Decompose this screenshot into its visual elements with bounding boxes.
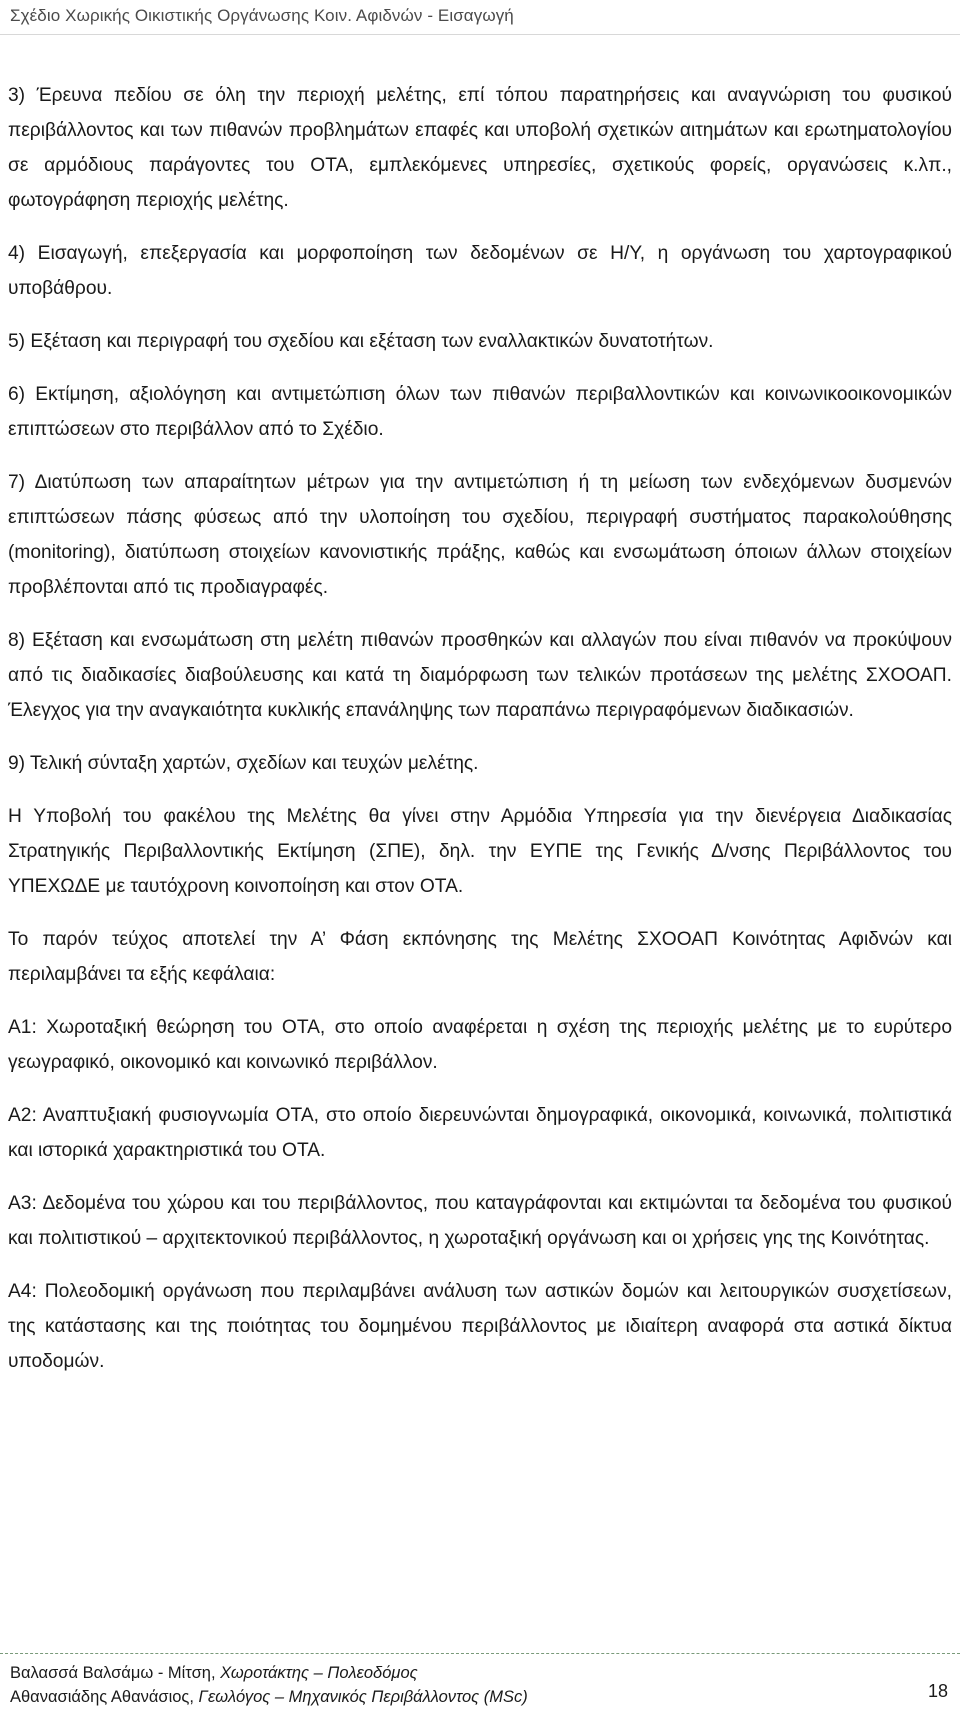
author-1-role: Χωροτάκτης – Πολεοδόμος <box>220 1664 418 1682</box>
document-body <box>8 78 952 1397</box>
paragraph-submission: Η Υποβολή του φακέλου της Μελέτης θα γίνει στην Αρμόδια Υπηρεσία για την διενέργεια Διαδικασίας Στρατηγικής Περιβαλλοντικής Εκτίμηση (ΣΠΕ), δηλ. την ΕΥΠΕ της Γενικής Δ/νσης Περιβάλλοντος του ΥΠΕΧΩΔΕ με ταυτόχρονη κοινοποίηση και στον ΟΤΑ. <box>8 806 952 897</box>
page-header-title: Σχέδιο Χωρικής Οικιστικής Οργάνωσης Κοιν. Αφιδνών - Εισαγωγή <box>10 6 514 25</box>
paragraph-item-4: 4) Εισαγωγή, επεξεργασία και μορφοποίηση των δεδομένων σε Η/Υ, η οργάνωση του χαρτογραφικού υποβάθρου. <box>8 243 952 299</box>
footer-author-line-1 <box>10 1661 528 1685</box>
author-2-name: Αθανασιάδης Αθανάσιος, <box>10 1688 199 1706</box>
paragraph-chapter-a4: Α4: Πολεοδομική οργάνωση που περιλαμβάνει ανάλυση των αστικών δομών και λειτουργικών συσχετίσεων, της κατάστασης και της ποιότητας του δομημένου περιβάλλοντος με ιδιαίτερη αναφορά στα αστικά δίκτυα υποδομών. <box>8 1281 952 1372</box>
author-1-name: Βαλασσά Βαλσάμω - Μίτση, <box>10 1664 221 1682</box>
author-2-role: Γεωλόγος – Μηχανικός Περιβάλλοντος (MSc) <box>198 1688 528 1706</box>
paragraph-item-3: 3) Έρευνα πεδίου σε όλη την περιοχή μελέτης, επί τόπου παρατηρήσεις και αναγνώριση του φυσικού περιβάλλοντος και των πιθανών προβλημάτων επαφές και υποβολή σχετικών αιτημάτων και ερωτηματολογίου σε αρμόδιους παράγοντες του ΟΤΑ, εμπλεκόμενες υπηρεσίες, σχετικούς φορείς, οργανώσεις κ.λπ., φωτογράφηση περιοχής μελέτης. <box>8 85 952 211</box>
footer-author-line-2 <box>10 1685 528 1709</box>
paragraph-chapter-a2: Α2: Αναπτυξιακή φυσιογνωμία ΟΤΑ, στο οποίο διερευνώνται δημογραφικά, οικονομικά, κοινωνικά, πολιτιστικά και ιστορικά χαρακτηριστικά του ΟΤΑ. <box>8 1105 952 1161</box>
paragraph-item-6: 6) Εκτίμηση, αξιολόγηση και αντιμετώπιση όλων των πιθανών περιβαλλοντικών και κοινωνικοοικονομικών επιπτώσεων στο περιβάλλον από το Σχέδιο. <box>8 384 952 440</box>
paragraph-item-8: 8) Εξέταση και ενσωμάτωση στη μελέτη πιθανών προσθηκών και αλλαγών που είναι πιθανόν να προκύψουν από τις διαδικασίες διαβούλευσης και κατά τη διαμόρφωση των τελικών προτάσεων της μελέτης ΣΧΟΟΑΠ. Έλεγχος για την αναγκαιότητα κυκλικής επανάληψης των παραπάνω περιγραφόμενων διαδικασιών. <box>8 630 952 721</box>
footer-authors <box>10 1661 528 1709</box>
footer-divider <box>0 1653 960 1654</box>
paragraph-item-7: 7) Διατύπωση των απαραίτητων μέτρων για την αντιμετώπιση ή τη μείωση των ενδεχόμενων δυσμενών επιπτώσεων πάσης φύσεως από την υλοποίηση του σχεδίου, περιγραφή συστήματος παρακολούθησης (monitoring), διατύπωση στοιχείων κανονιστικής πράξης, καθώς και ενσωμάτωση όποιων άλλων στοιχείων προβλέπονται από τις προδιαγραφές. <box>8 472 952 598</box>
paragraph-item-5: 5) Εξέταση και περιγραφή του σχεδίου και εξέταση των εναλλακτικών δυνατοτήτων. <box>8 331 714 352</box>
paragraph-phase-intro: Το παρόν τεύχος αποτελεί την Α’ Φάση εκπόνησης της Μελέτης ΣΧΟΟΑΠ Κοινότητας Αφιδνών και περιλαμβάνει τα εξής κεφάλαια: <box>8 929 952 985</box>
page-number: 18 <box>927 1681 948 1701</box>
paragraph-chapter-a3: Α3: Δεδομένα του χώρου και του περιβάλλοντος, που καταγράφονται και εκτιμώνται τα δεδομένα του φυσικού και πολιτιστικού – αρχιτεκτονικού περιβάλλοντος, η χωροταξική οργάνωση και οι χρήσεις γης της Κοινότητας. <box>8 1193 952 1249</box>
paragraph-chapter-a1: Α1: Χωροταξική θεώρηση του ΟΤΑ, στο οποίο αναφέρεται η σχέση της περιοχής μελέτης με το ευρύτερο γεωγραφικό, οικονομικό και κοινωνικό περιβάλλον. <box>8 1017 952 1073</box>
header-divider <box>0 34 960 35</box>
paragraph-item-9: 9) Τελική σύνταξη χαρτών, σχεδίων και τευχών μελέτης. <box>8 753 479 774</box>
